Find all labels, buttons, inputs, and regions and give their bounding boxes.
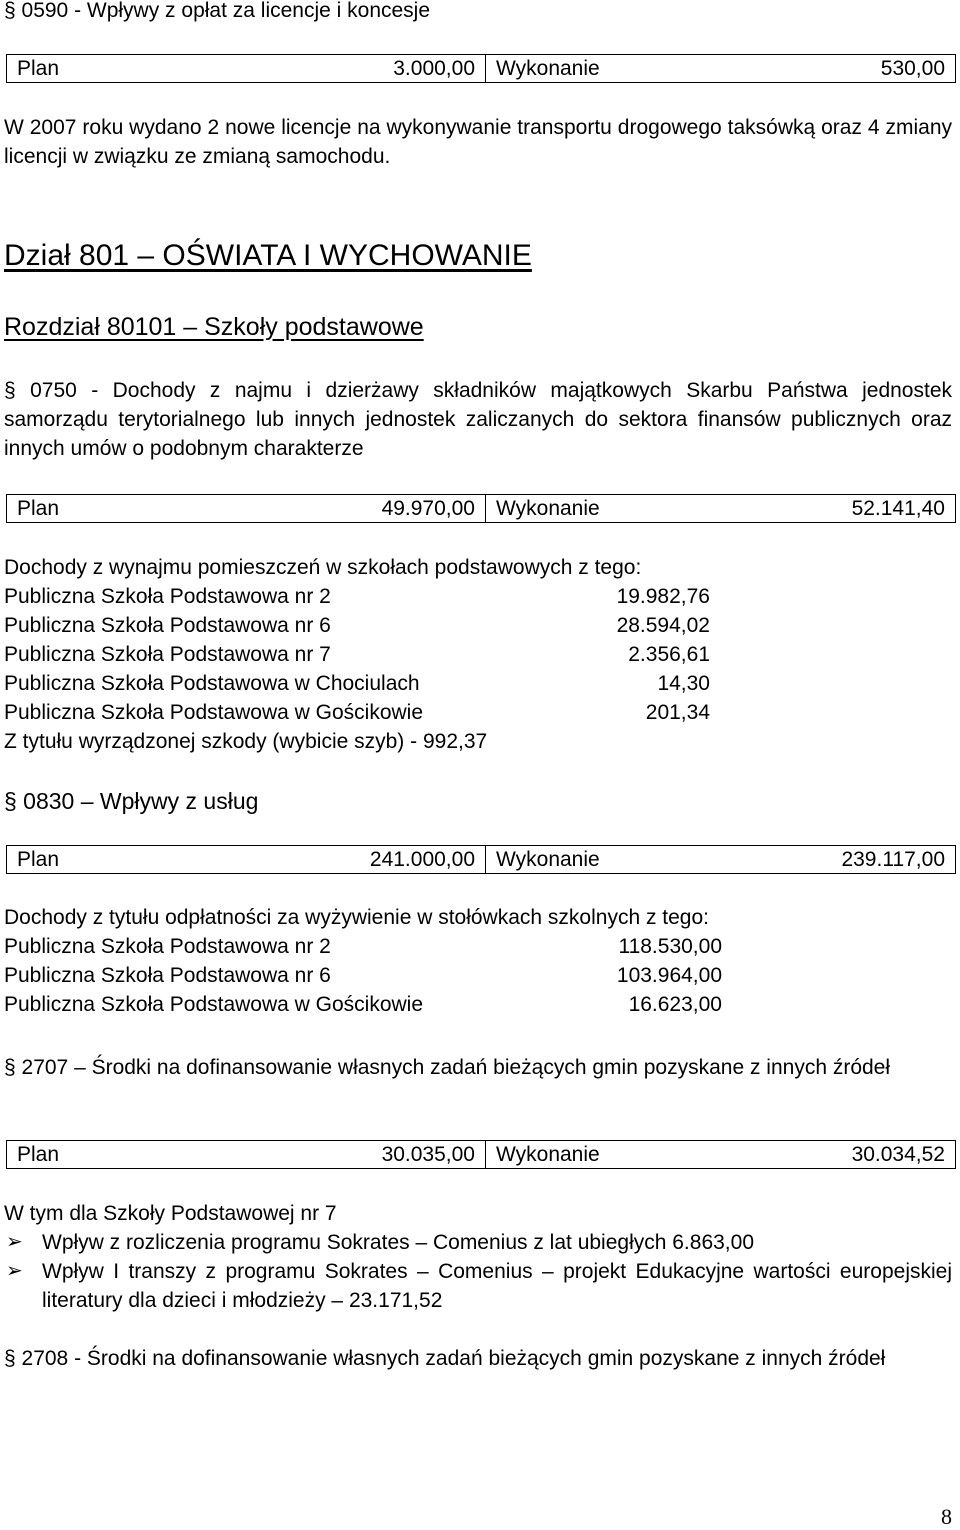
school-income-amount: 28.594,02 [616, 614, 710, 637]
school-meals-row [4, 990, 423, 1019]
bullet-text: Wpływ I transzy z programu Sokrates – Comenius – projekt Edukacyjne wartości europejskiej literatury dla dzieci i młodzieży – 23.171,52 [42, 1260, 952, 1312]
plan-table-0590 [6, 54, 956, 83]
school-income-amount: 2.356,61 [628, 643, 710, 666]
school-meals-amount: 103.964,00 [616, 964, 722, 987]
execution-label: Wykonanie [496, 497, 600, 520]
school-income-amount: 19.982,76 [616, 585, 710, 608]
plan-value: 49.970,00 [381, 497, 475, 520]
execution-value: 239.117,00 [841, 848, 945, 871]
school-income-row [4, 582, 331, 611]
plan-cell [7, 55, 486, 83]
plan-value: 241.000,00 [369, 848, 475, 871]
section-2707-heading: § 2707 – Środki na dofinansowanie własnych zadań bieżących gmin pozyskane z innych źródeł [4, 1056, 891, 1079]
school-meals-amount: 16.623,00 [628, 993, 722, 1016]
school-income-row [4, 611, 331, 640]
chapter-title: Rozdział 80101 – Szkoły podstawowe [4, 313, 424, 341]
bullet-item [6, 1257, 952, 1315]
plan-value: 30.035,00 [381, 1143, 475, 1166]
page-number: 8 [941, 1504, 952, 1529]
school-name: Publiczna Szkoła Podstawowa nr 7 [4, 643, 331, 666]
school-meals-amount: 118.530,00 [618, 935, 722, 958]
plan-value: 3.000,00 [393, 57, 475, 80]
school-income-row [4, 669, 420, 698]
plan-table-0750 [6, 494, 956, 523]
execution-cell [486, 495, 956, 523]
school-name: Publiczna Szkoła Podstawowa w Gościkowie [4, 701, 424, 724]
bullet-item [6, 1228, 952, 1257]
school-meals-row [4, 932, 331, 961]
plan-cell [7, 495, 486, 523]
execution-value: 30.034,52 [851, 1143, 945, 1166]
execution-value: 530,00 [880, 57, 945, 80]
school-name: Publiczna Szkoła Podstawowa nr 6 [4, 964, 331, 987]
arrow-bullet-icon: ➢ [6, 1231, 23, 1253]
section-0830-intro: Dochody z tytułu odpłatności za wyżywienie w stołówkach szkolnych z tego: [4, 906, 709, 929]
section-2708-heading: § 2708 - Środki na dofinansowanie własnych zadań bieżących gmin pozyskane z innych źródeł [4, 1347, 886, 1370]
plan-label: Plan [17, 497, 60, 520]
damage-income: Z tytułu wyrządzonej szkody (wybicie szyb) - 992,37 [4, 730, 488, 753]
school-income-amount: 14,30 [657, 672, 710, 695]
school-name: Publiczna Szkoła Podstawowa nr 6 [4, 614, 331, 637]
school-income-amount: 201,34 [645, 701, 710, 724]
plan-label: Plan [17, 57, 60, 80]
execution-label: Wykonanie [496, 57, 600, 80]
school-name: Publiczna Szkoła Podstawowa w Chociulach [4, 672, 420, 695]
section-0830-heading: § 0830 – Wpływy z usług [4, 788, 259, 814]
plan-label: Plan [17, 848, 60, 871]
execution-label: Wykonanie [496, 848, 600, 871]
arrow-bullet-icon: ➢ [6, 1260, 23, 1282]
division-title: Dział 801 – OŚWIATA I WYCHOWANIE [4, 239, 532, 272]
bullet-text: Wpływ z rozliczenia programu Sokrates – Comenius z lat ubiegłych 6.863,00 [42, 1231, 755, 1254]
execution-cell [486, 846, 956, 874]
execution-label: Wykonanie [496, 1143, 600, 1166]
section-0590-heading: § 0590 - Wpływy z opłat za licencje i koncesje [4, 0, 431, 22]
section-2707-intro: W tym dla Szkoły Podstawowej nr 7 [4, 1202, 337, 1225]
section-0750-heading: § 0750 - Dochody z najmu i dzierżawy składników majątkowych Skarbu Państwa jednostek samorządu terytorialnego lub innych jednostek zaliczanych do sektora finansów publicznych oraz innych umów o podobnym charakterze [4, 379, 952, 460]
plan-table-2707 [6, 1140, 956, 1169]
plan-cell [7, 846, 486, 874]
school-income-row [4, 640, 331, 669]
plan-table-0830 [6, 845, 956, 874]
plan-label: Plan [17, 1143, 60, 1166]
section-0590-description: W 2007 roku wydano 2 nowe licencje na wykonywanie transportu drogowego taksówką oraz 4 zmiany licencji w związku ze zmianą samochodu. [4, 116, 952, 168]
section-0750-intro: Dochody z wynajmu pomieszczeń w szkołach podstawowych z tego: [4, 556, 642, 579]
school-meals-row [4, 961, 331, 990]
school-name: Publiczna Szkoła Podstawowa w Gościkowie [4, 993, 424, 1016]
execution-value: 52.141,40 [851, 497, 945, 520]
execution-cell [486, 1141, 956, 1169]
execution-cell [486, 55, 956, 83]
school-name: Publiczna Szkoła Podstawowa nr 2 [4, 935, 331, 958]
school-income-row [4, 698, 423, 727]
plan-cell [7, 1141, 486, 1169]
school-name: Publiczna Szkoła Podstawowa nr 2 [4, 585, 331, 608]
